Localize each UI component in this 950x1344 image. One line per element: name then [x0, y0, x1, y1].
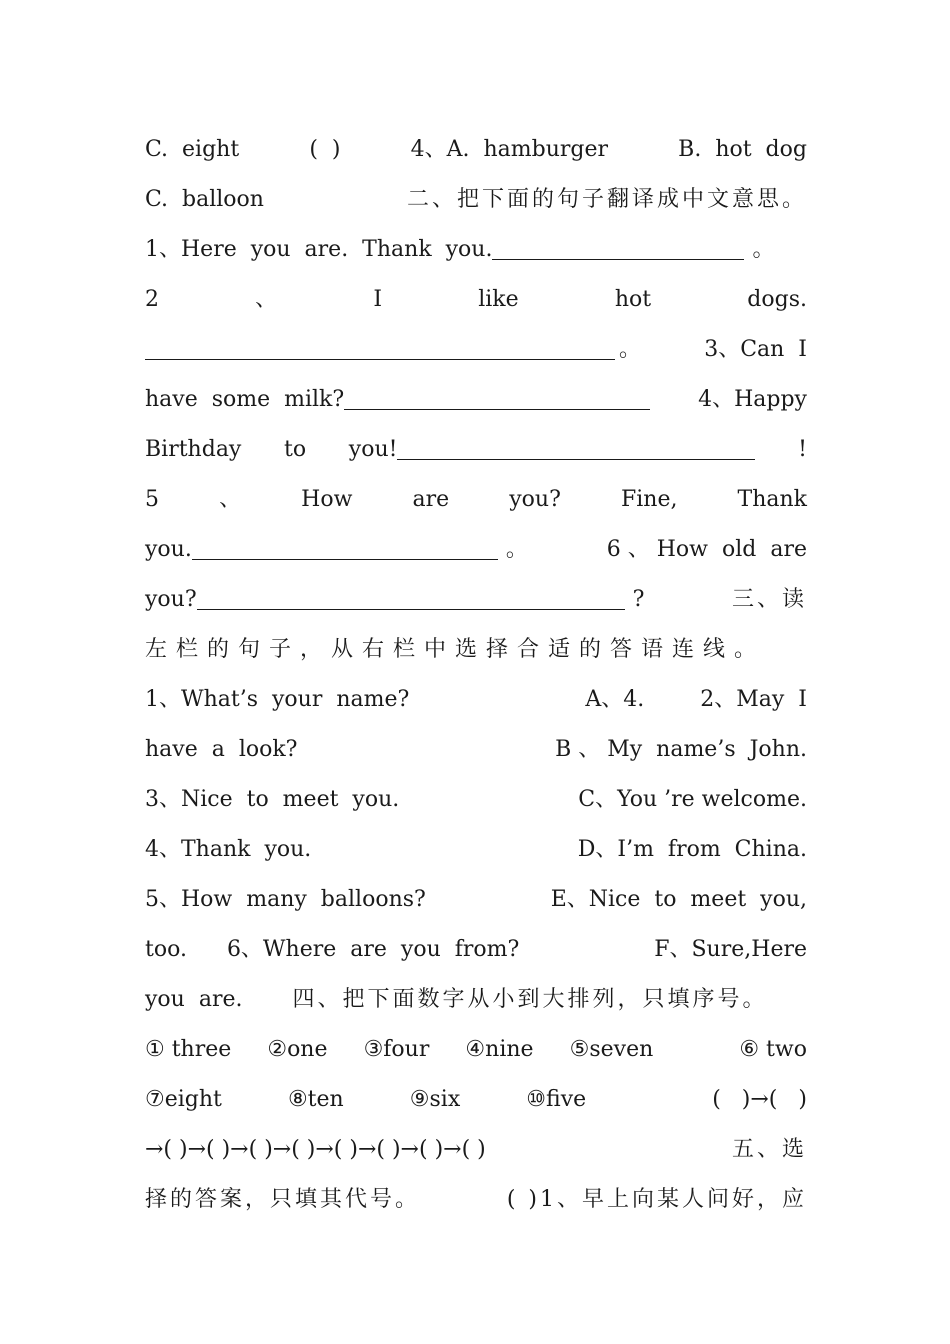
left-item-2-start: 2、May I: [700, 687, 807, 712]
right-item-b: B 、 My name’s John.: [555, 737, 807, 762]
text-line: [145, 325, 807, 375]
number-item: ③four: [363, 1037, 430, 1062]
section-3-heading-end: 左栏的句子，从右栏中选择合适的答语连线。: [145, 637, 766, 662]
sentence-5-comma: 、: [219, 487, 242, 512]
option-b-hot-dog: B. hot dog: [678, 137, 807, 162]
sentence-2-word: dogs.: [747, 287, 807, 312]
period-mark: 。: [752, 237, 775, 262]
answer-blank: [492, 241, 744, 260]
period-mark: 。: [619, 337, 642, 362]
right-item-a: A、4.: [585, 687, 645, 712]
order-blanks: →( )→( )→( )→( )→( )→( )→( )→( ): [145, 1137, 486, 1162]
sentence-2-comma: 、: [255, 287, 278, 312]
text-line: [145, 825, 807, 875]
option-c-balloon: C. balloon: [145, 187, 264, 212]
text-line: [145, 1175, 807, 1225]
text-line: [145, 775, 807, 825]
sentence-5-number: 5: [145, 487, 159, 512]
sentence-4-start: 4、Happy: [698, 387, 807, 412]
text-line: [145, 1125, 807, 1175]
sentence-4-word: you!: [348, 437, 398, 462]
right-item-c: C、You ’re welcome.: [578, 787, 807, 812]
number-item: ⑩five: [526, 1087, 587, 1112]
sentence-5-word: How: [301, 487, 353, 512]
number-item: ⑦eight: [145, 1087, 222, 1112]
number-item: ① three: [145, 1037, 232, 1062]
answer-blank: [145, 341, 615, 360]
right-item-e-end: too.: [145, 937, 187, 962]
section-3-heading-start: 三、读: [731, 587, 807, 612]
text-line: [145, 725, 807, 775]
text-line: [145, 675, 807, 725]
text-line: [145, 225, 807, 275]
number-item: ④nine: [465, 1037, 534, 1062]
text-line: [145, 125, 807, 175]
number-item: ②one: [267, 1037, 328, 1062]
text-line: [145, 1025, 807, 1075]
answer-blank: [397, 441, 755, 460]
text-line: [145, 525, 807, 575]
answer-blank: [197, 591, 625, 610]
text-line: [145, 275, 807, 325]
text-line: [145, 375, 807, 425]
sentence-1: 1、Here you are. Thank you.: [145, 237, 493, 262]
sentence-2-word: I: [373, 287, 383, 312]
text-line: [145, 175, 807, 225]
right-item-f: F、Sure,Here: [654, 937, 807, 962]
answer-blank: [192, 541, 498, 560]
sentence-2-word: hot: [614, 287, 652, 312]
option-c-eight: C. eight: [145, 137, 240, 162]
section-2-heading: 二、把下面的句子翻译成中文意思。: [406, 187, 807, 212]
question-mark: ?: [632, 587, 645, 612]
text-line: [145, 425, 807, 475]
section-5-heading-start: 五、选: [731, 1137, 807, 1162]
sentence-5-word: Fine,: [620, 487, 678, 512]
text-line: [145, 875, 807, 925]
text-line: [145, 1075, 807, 1125]
right-item-d: D、I’m from China.: [577, 837, 807, 862]
section-5-heading-end: 择的答案，只填其代号。: [145, 1187, 421, 1212]
left-item-5: 5、How many balloons?: [145, 887, 426, 912]
section-4-heading: 四、把下面数字从小到大排列，只填序号。: [292, 987, 768, 1012]
sentence-2-word: like: [478, 287, 519, 312]
number-item: ⑧ten: [287, 1087, 344, 1112]
period-mark: 。: [505, 537, 528, 562]
sentence-6-start: 6 、 How old are: [606, 537, 807, 562]
text-line: [145, 575, 807, 625]
text-line: [145, 625, 807, 675]
left-item-6: 6、Where are you from?: [226, 937, 520, 962]
number-item: ⑤seven: [569, 1037, 654, 1062]
left-item-4: 4、Thank you.: [145, 837, 312, 862]
sentence-5-word: are: [412, 487, 450, 512]
sentence-4-word: Birthday: [145, 437, 242, 462]
sentence-3-start: 3、Can I: [704, 337, 807, 362]
exclamation-mark: !: [798, 437, 807, 462]
number-item: ⑨six: [409, 1087, 461, 1112]
sentence-5-end: you.: [145, 537, 192, 562]
text-line: [145, 925, 807, 975]
right-item-f-end: you are.: [145, 987, 243, 1012]
right-item-e: E、Nice to meet you,: [550, 887, 807, 912]
number-item: ⑥ two: [739, 1037, 807, 1062]
order-blanks-start: ( )→( ): [712, 1087, 807, 1112]
sentence-3-end: have some milk?: [145, 387, 345, 412]
text-line: [145, 475, 807, 525]
sentence-4-word: to: [284, 437, 307, 462]
sentence-6-end: you?: [145, 587, 197, 612]
sentence-5-word: you?: [509, 487, 561, 512]
left-item-3: 3、Nice to meet you.: [145, 787, 400, 812]
left-item-1: 1、What’s your name?: [145, 687, 410, 712]
answer-paren: ( ): [309, 137, 341, 162]
answer-blank: [344, 391, 650, 410]
text-line: [145, 975, 807, 1025]
sentence-2-number: 2: [145, 287, 159, 312]
section-5-question-1: ( )1、早上向某人问好，应: [506, 1187, 807, 1212]
sentence-5-word: Thank: [737, 487, 807, 512]
left-item-2-end: have a look?: [145, 737, 298, 762]
question-4-option-a: 4、A. hamburger: [410, 137, 609, 162]
